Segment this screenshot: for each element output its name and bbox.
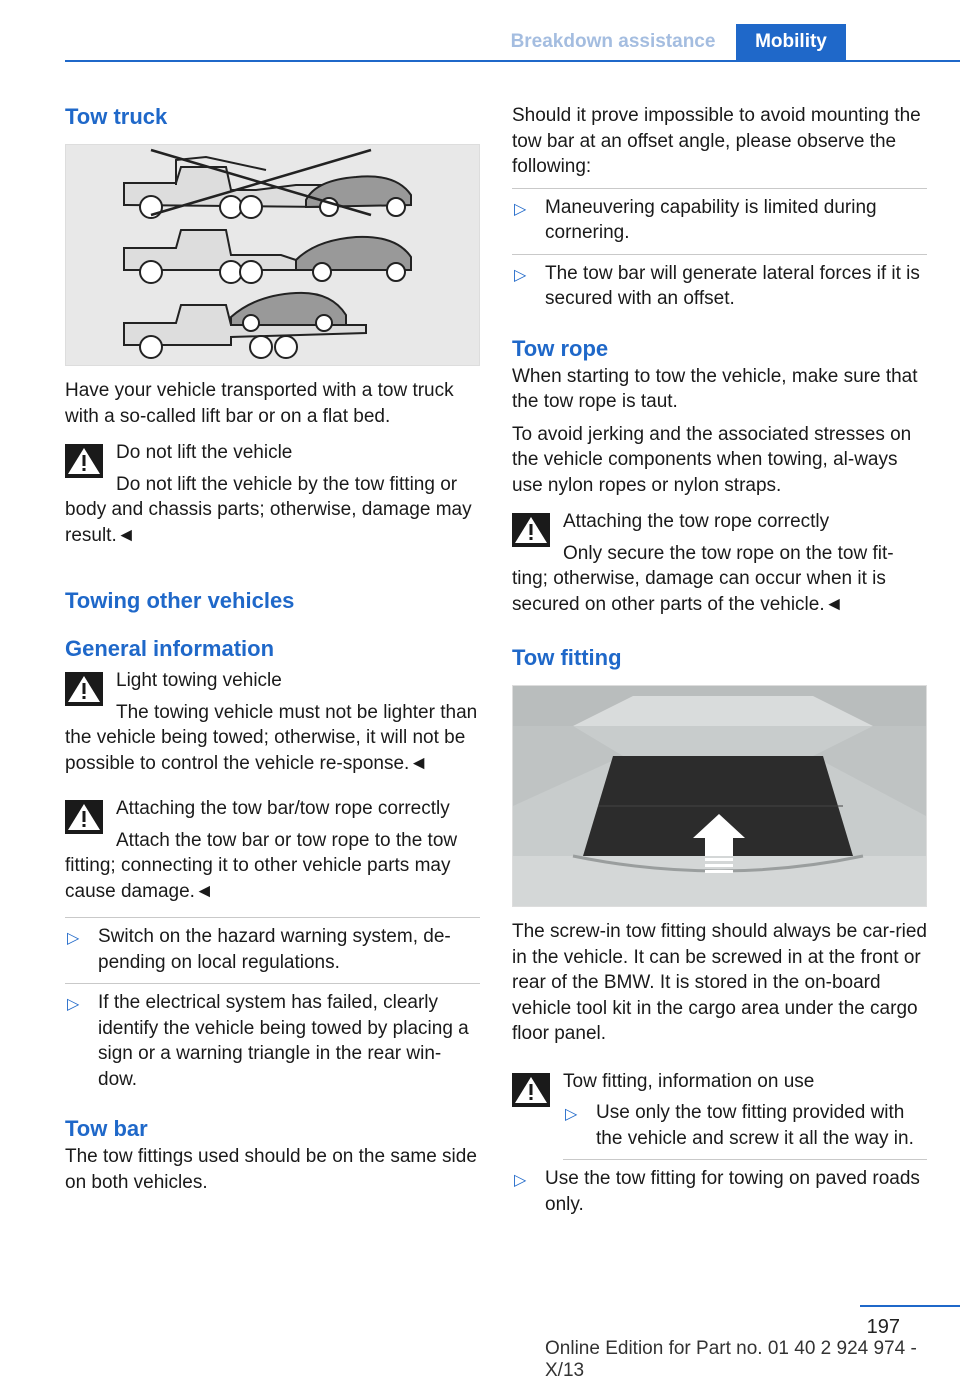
- warning-body: Do not lift the vehicle by the tow fitting or body and chassis parts; otherwise, damage may result.◄: [65, 473, 472, 546]
- warning-tow-fitting-use: [512, 1069, 927, 1161]
- warning-body: Attach the tow bar or tow rope to the tow fitting; connecting it to other vehicle parts may cause damage.◄: [65, 829, 458, 902]
- page-number: 197: [866, 1316, 900, 1338]
- warning-attaching-tow-bar: [65, 796, 480, 822]
- triangle-right-icon: ▷: [565, 1106, 578, 1123]
- heading-towing-other-vehicles: Towing other vehicles: [65, 588, 295, 613]
- triangle-right-icon: ▷: [514, 1172, 527, 1189]
- triangle-right-icon: ▷: [514, 266, 527, 284]
- warning-triangle-icon: [512, 1073, 550, 1107]
- tow-truck-illustration: [65, 144, 480, 366]
- list-item: ▷ The tow bar will generate lateral forces if it is secured with an offset.: [514, 262, 920, 309]
- list-item: ▷ If the electrical system has failed, clearly identify the vehicle being towed by placing a sign or a warning triangle in the rear win-dow.: [67, 992, 469, 1090]
- warning-triangle-icon: [512, 513, 550, 547]
- right-column: [512, 100, 927, 1225]
- heading-tow-bar: Tow bar: [65, 1116, 148, 1141]
- header-divider: [65, 60, 960, 62]
- header-section-breakdown[interactable]: Breakdown assistance: [510, 31, 716, 52]
- footer-divider: [860, 1305, 960, 1307]
- warning-triangle-icon: [65, 672, 103, 706]
- warning-body: The towing vehicle must not be lighter than the vehicle being towed; otherwise, it will not be possible to control the vehicle re-sponse.◄: [65, 701, 478, 774]
- warning-title: Attaching the tow rope correctly: [563, 511, 830, 532]
- heading-tow-rope: Tow rope: [512, 335, 609, 361]
- warning-bullet-list: [563, 1094, 927, 1160]
- tow-fitting-body: The screw-in tow fitting should always be car-ried in the vehicle. It can be screwed in at the front or rear of the BMW. It is stored in the on-board vehicle tool kit in the cargo area under the cargo floor panel.: [512, 921, 928, 1044]
- warning-do-not-lift: [65, 440, 480, 466]
- warning-light-towing-vehicle: [65, 668, 480, 694]
- left-column: [65, 100, 480, 1195]
- triangle-right-icon: ▷: [514, 200, 527, 218]
- triangle-right-icon: ▷: [67, 930, 80, 947]
- list-item: ▷ Switch on the hazard warning system, de-pending on local regulations.: [65, 918, 480, 984]
- warning-title: Light towing vehicle: [116, 670, 282, 691]
- list-item: ▷ Use the tow fitting for towing on paved roads only.: [514, 1168, 920, 1215]
- list-item: ▷ Maneuvering capability is limited during cornering.: [512, 189, 927, 255]
- heading-general-information: General information: [65, 636, 275, 661]
- offset-bullet-list: [512, 188, 927, 320]
- warning-triangle-icon: [65, 800, 103, 834]
- footer-edition: Online Edition for Part no. 01 40 2 924 974 - X/13: [545, 1338, 917, 1381]
- heading-tow-fitting: Tow fitting: [512, 645, 622, 670]
- warning-attaching-tow-rope: [512, 509, 927, 535]
- tow-truck-body: Have your vehicle transported with a tow truck with a so-called lift bar or on a flat bed.: [65, 380, 454, 427]
- tow-fitting-photo: [512, 685, 927, 907]
- heading-tow-truck: Tow truck: [65, 104, 168, 129]
- warning-triangle-icon: [65, 444, 103, 478]
- warning-title: Attaching the tow bar/tow rope correctly: [116, 798, 450, 819]
- offset-intro: Should it prove impossible to avoid mounting the tow bar at an offset angle, please observe the following:: [512, 105, 921, 177]
- tow-rope-body-1: When starting to tow the vehicle, make sure that the tow rope is taut.: [512, 365, 918, 412]
- header-chapter-mobility[interactable]: Mobility: [736, 24, 846, 60]
- towing-bullet-list: [65, 917, 480, 1100]
- warning-title: Tow fitting, information on use: [563, 1070, 815, 1092]
- tow-rope-body-2: To avoid jerking and the associated stresses on the vehicle components when towing, al-ways use nylon ropes or nylon straps.: [512, 423, 912, 496]
- triangle-right-icon: ▷: [67, 996, 80, 1013]
- tow-bar-body: The tow fittings used should be on the same side on both vehicles.: [65, 1146, 477, 1193]
- warning-title: Do not lift the vehicle: [116, 442, 293, 463]
- tow-fitting-bullet-list: [512, 1160, 927, 1225]
- list-item: ▷ Use only the tow fitting provided with the vehicle and screw it all the way in.: [563, 1094, 927, 1160]
- warning-body: Only secure the tow rope on the tow fit-ting; otherwise, damage can occur when it is secured on other parts of the vehicle.◄: [512, 542, 894, 615]
